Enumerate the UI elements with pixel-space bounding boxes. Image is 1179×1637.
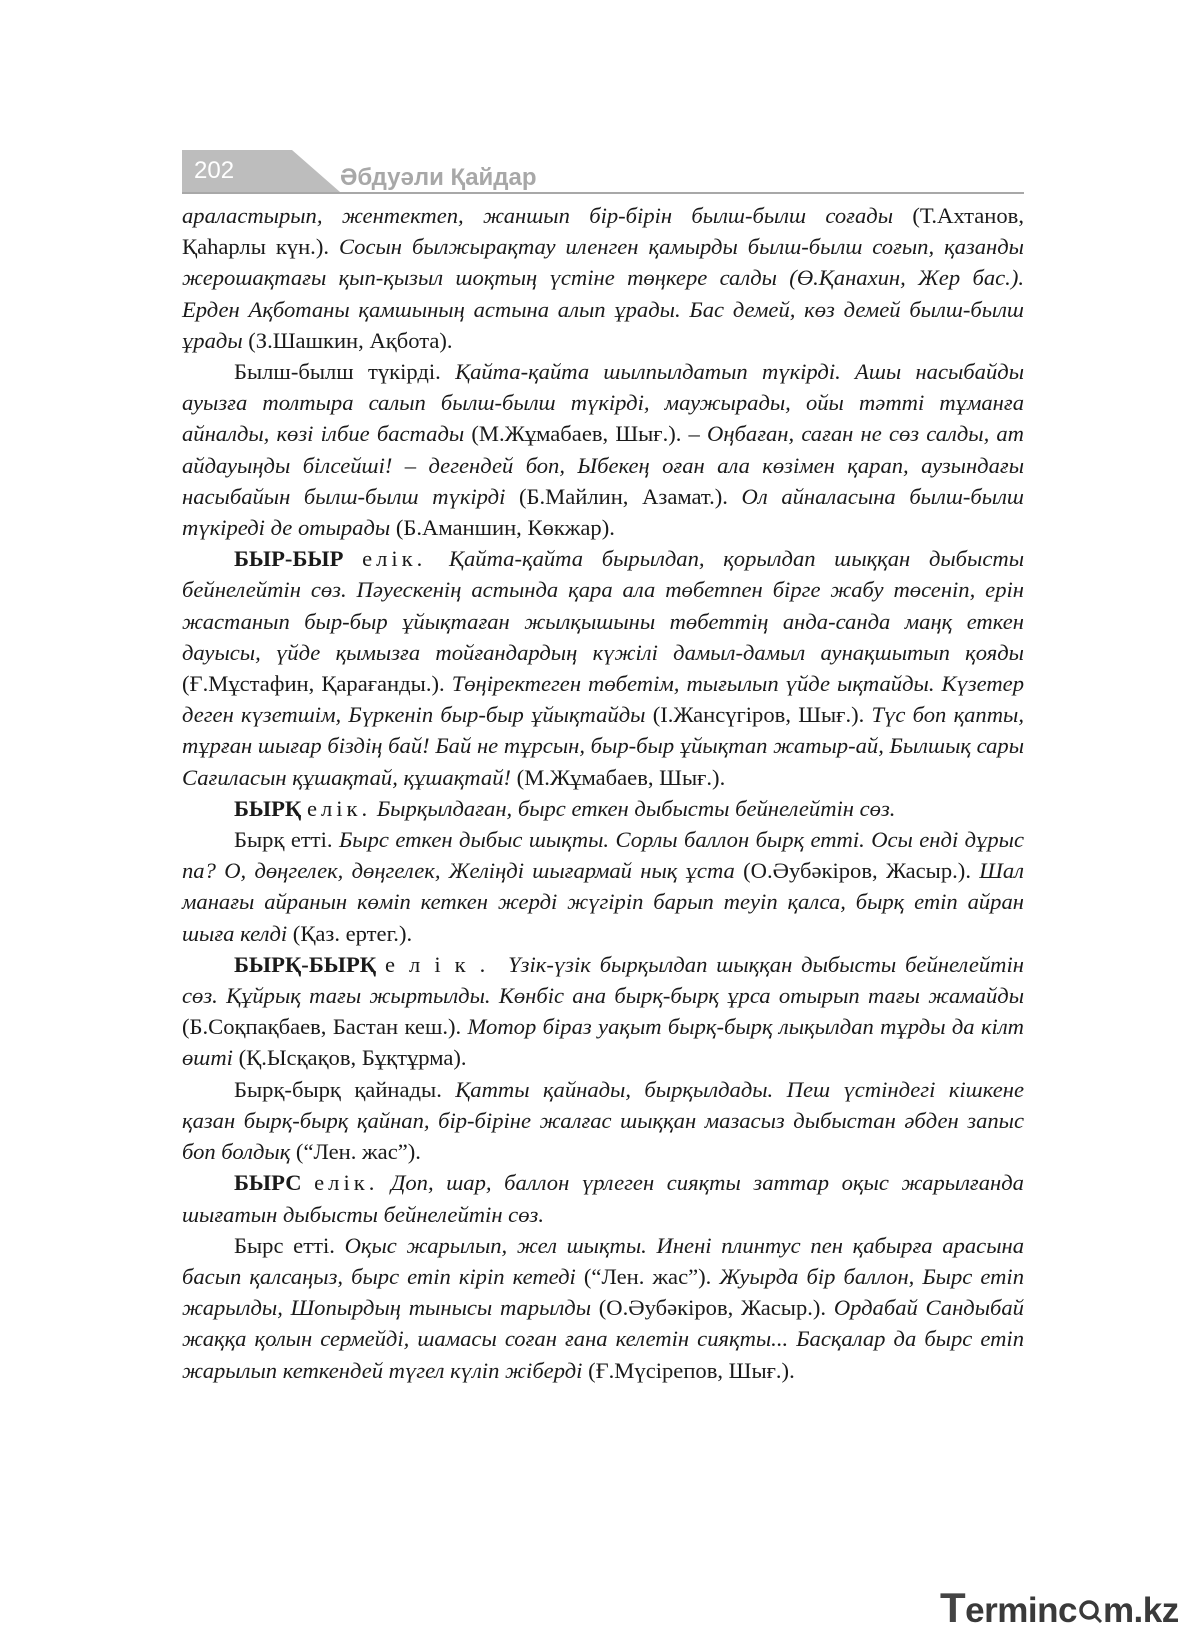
watermark-t: T xyxy=(940,1584,966,1631)
headword: БЫРС xyxy=(234,1170,302,1196)
text-run: (М.Жұмабаев, Шығ.). – xyxy=(464,421,708,447)
dictionary-text xyxy=(182,200,1024,1386)
italic-run: Жуырда бір баллон, Бырс етіп жарылды, Шопырдың тынысы тарылды xyxy=(182,1263,1024,1321)
pos-label: елік. xyxy=(362,546,449,572)
text-run xyxy=(343,546,362,571)
text-run: (О.Әубәкіров, Жасыр.). xyxy=(734,858,980,884)
italic-run: Қайта-қайта шылпылдатып түкірді. Ашы насыбайды ауызға толтыра салып былш-былш түкірді, маужырады, ойы тәтті тұманға айналды, көзі ілбие бастады xyxy=(182,359,1024,447)
italic-run: Бырс еткен дыбыс шықты. Сорлы баллон бырқ етті. Осы енді дұрыс па? О, дөңгелек, дөңгелек, Желіңді шығармай нық ұста xyxy=(182,827,1024,884)
italic-run: Ордабай Сандыбай жаққа қолын сермейді, шамасы соған ғана келетін сияқты... Басқалар да бырс етіп жарылып кеткендей түгел күліп жіберді xyxy=(182,1295,1024,1383)
pos-label: елік. xyxy=(306,795,372,821)
text-run: (О.Әубәкіров, Жасыр.). xyxy=(591,1295,834,1321)
italic-run: Доп, шар, баллон үрлеген сияқты заттар оқыс жарылғанда шығатын дыбысты бейнелейтін сөз. xyxy=(182,1170,1024,1227)
paragraph xyxy=(182,1074,1024,1168)
text-run: Бырқ-бырқ қайнады. xyxy=(234,1076,456,1102)
entry-byr-byr xyxy=(182,543,1024,793)
header-rule xyxy=(182,192,1024,194)
text-run: (Ғ.Мұстафин, Қарағанды.). xyxy=(182,671,452,697)
pos-label: елік. xyxy=(385,951,500,977)
text-run: (Қ.Ысқақов, Бұқтұрма). xyxy=(232,1045,467,1071)
text-run: (З.Шашкин, Ақбота). xyxy=(242,327,453,353)
text-run: (Б.Аманшин, Көкжар). xyxy=(390,515,615,541)
page-header xyxy=(182,150,1024,198)
termincom-watermark xyxy=(940,1584,1179,1632)
italic-run: Түс боп қапты, тұрған шығар біздің бай! Бай не тұрсын, быр-быр ұйықтап жатыр-ай, Былшық сары Сағиласын құшақтай, құшақтай! xyxy=(182,702,1024,790)
pos-label: елік. xyxy=(314,1170,379,1196)
text-run: Бырс етті. xyxy=(234,1232,345,1258)
italic-run: Шал манағы айранын көміп кеткен жерді жүгіріп барып теуіп қалса, бырқ етіп айран шыға келді xyxy=(182,858,1025,946)
text-run: Былш-былш түкірді. xyxy=(234,359,456,385)
paragraph xyxy=(182,1230,1024,1386)
text-run: Бырқ етті. xyxy=(234,827,339,853)
text-run: (“Лен. жас”). xyxy=(575,1263,720,1289)
entry-byrs xyxy=(182,1167,1024,1229)
italic-run: Қатты қайнады, бырқылдады. Пеш үстіндегі кішкене қазан бырқ-бырқ қайнап, бір-біріне жалғас шыққан мазасыз дыбыстан әбден запыс боп болдық xyxy=(182,1076,1024,1165)
entry-byrq xyxy=(182,793,1024,824)
paragraph xyxy=(182,824,1024,949)
watermark-right: m.kz xyxy=(1102,1591,1179,1630)
italic-run: Мотор біраз уақыт бырқ-бырқ лықылдап тұрды да кілт өшті xyxy=(182,1014,1024,1071)
headword: БЫРҚ-БЫРҚ xyxy=(234,951,377,977)
paragraph xyxy=(182,356,1024,543)
italic-run: Қайта-қайта бырылдап, қорылдап шыққан дыбысты бейнелейтін сөз. Пәуескенің астында қара ала төбетпен бірге жабу төсеніп, ерін жастанып быр-быр ұйықтаған жылқышыны төбеттің анда-санда маңқ еткен дауысы, үйде қымызға тойғандардың күжілі дамыл-дамыл аунақшытып қояды xyxy=(182,546,1024,665)
text-run: (Т.Ахтанов, Қаһарлы күн.). xyxy=(182,203,1024,260)
magnifier-icon xyxy=(1077,1598,1103,1624)
italic-run: Үзік-үзік бырқылдап шыққан дыбысты бейнелейтін сөз. Құйрық тағы жыртылды. Көнбіс ана бырқ-бырқ ұрса отырып тағы жамайды xyxy=(182,951,1024,1009)
text-run xyxy=(302,1170,315,1195)
author-name: Әбдуәли Қайдар xyxy=(340,164,537,191)
italic-run: араластырып, жентектеп, жаншып бір-бірін былш-былш соғады xyxy=(182,203,894,228)
paragraph xyxy=(182,200,1024,356)
text-run: (Ғ.Мүсірепов, Шығ.). xyxy=(582,1357,795,1383)
entry-byrq-byrq xyxy=(182,949,1024,1074)
italic-run: Бырқылдаған, бырс еткен дыбысты бейнелейтін сөз. xyxy=(376,795,896,821)
header-tab-slope xyxy=(276,150,342,194)
text-run xyxy=(499,952,508,977)
italic-run: Ол айналасына былш-былш түкіреді де отырады xyxy=(182,483,1024,541)
headword: БЫР-БЫР xyxy=(234,546,344,572)
text-run: (Б.Майлин, Азамат.). xyxy=(505,483,742,509)
text-run xyxy=(378,1170,391,1195)
watermark-left: erminc xyxy=(965,1591,1077,1630)
text-run: (М.Жұмабаев, Шығ.). xyxy=(511,764,726,790)
text-run: (І.Жансүгіров, Шығ.). xyxy=(645,702,872,728)
text-run xyxy=(376,952,385,977)
italic-run: Оңбаған, саған не сөз салды, ат айдауыңды білсейші! – дегендей боп, Ыбекең оған ала көзімен қарап, аузындағы насыбайын былш-былш түкірді xyxy=(182,421,1024,509)
italic-run: Төңіректеген төбетім, тығылып үйде ықтайды. Күзетер деген күзетшім, Бүркеніп быр-быр ұйықтайды xyxy=(182,671,1025,728)
text-run: (Б.Соқпақбаев, Бастан кеш.). xyxy=(182,1014,468,1040)
text-run: (“Лен. жас”). xyxy=(290,1139,421,1165)
italic-run: Сосын былжырақтау иленген қамырды былш-былш соғып, қазанды жерошақтағы қып-қызыл шоқтың үстіне төңкере салды (Ө.Қанахин, Жер бас.). Ерден Ақботаны қамшының астына алып ұрады. Бас демей, көз демей былш-былш ұрады xyxy=(182,234,1024,353)
page-number: 202 xyxy=(182,150,278,192)
italic-run: Оқыс жарылып, жел шықты. Инені плинтус пен қабырға арасына басып қалсаңыз, бырс етіп кіріп кетеді xyxy=(182,1232,1024,1289)
headword: БЫРҚ xyxy=(234,795,302,821)
text-run: (Қаз. ертег.). xyxy=(287,920,413,946)
